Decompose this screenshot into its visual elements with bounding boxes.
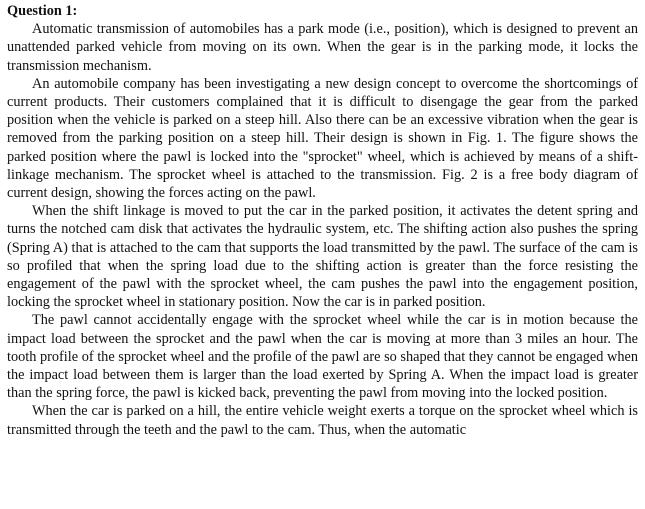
paragraph-design-concept: An automobile company has been investigating a new design concept to overcome the shortcomings of current products. Their customers complained that it is difficult to disengage the gear from the parked position when the vehicle is parked on a steep hill. Also there can be an excessive vibration when the gear is removed from the parking position on a steep hill. Their design is shown in Fig. 1. The figure shows the parked position where the pawl is locked into the "sprocket" wheel, which is achieved by means of a shift-linkage mechanism. The sprocket wheel is attached to the transmission. Fig. 2 is a free body diagram of current design, showing the forces acting on the pawl.: [7, 75, 638, 202]
paragraph-shift-linkage: When the shift linkage is moved to put the car in the parked position, it activates the detent spring and turns the notched cam disk that activates the hydraulic system, etc. The shifting action also pushes the spring (Spring A) that is attached to the cam that supports the load transmitted by the pawl. The surface of the cam is so profiled that when the spring load due to the shifting action is greater than the force resisting the engagement of the pawl with the sprocket wheel, the cam pushes the pawl into the engagement position, locking the sprocket wheel in stationary position. Now the car is in parked position.: [7, 203, 638, 311]
paragraph-hill-parking: When the car is parked on a hill, the entire vehicle weight exerts a torque on the sprocket wheel which is transmitted through the teeth and the pawl to the cam. Thus, when the automatic: [7, 403, 638, 438]
paragraph-park-mode: Automatic transmission of automobiles has a park mode (i.e., position), which is designed to prevent an unattended parked vehicle from moving on its own. When the gear is in the parking mode, it locks the transmission mechanism.: [7, 21, 638, 74]
document-body: [7, 2, 638, 439]
question-heading: Question 1:: [7, 3, 78, 19]
paragraph-pawl-engagement: The pawl cannot accidentally engage with the sprocket wheel while the car is in motion because the impact load between the sprocket and the pawl when the car is moving at more than 3 miles an hour. The tooth profile of the sprocket wheel and the profile of the pawl are so shaped that they cannot be engaged when the impact load between them is larger than the load exerted by Spring A. When the impact load is greater than the spring force, the pawl is kicked back, preventing the pawl from moving into the locked position.: [7, 312, 638, 402]
